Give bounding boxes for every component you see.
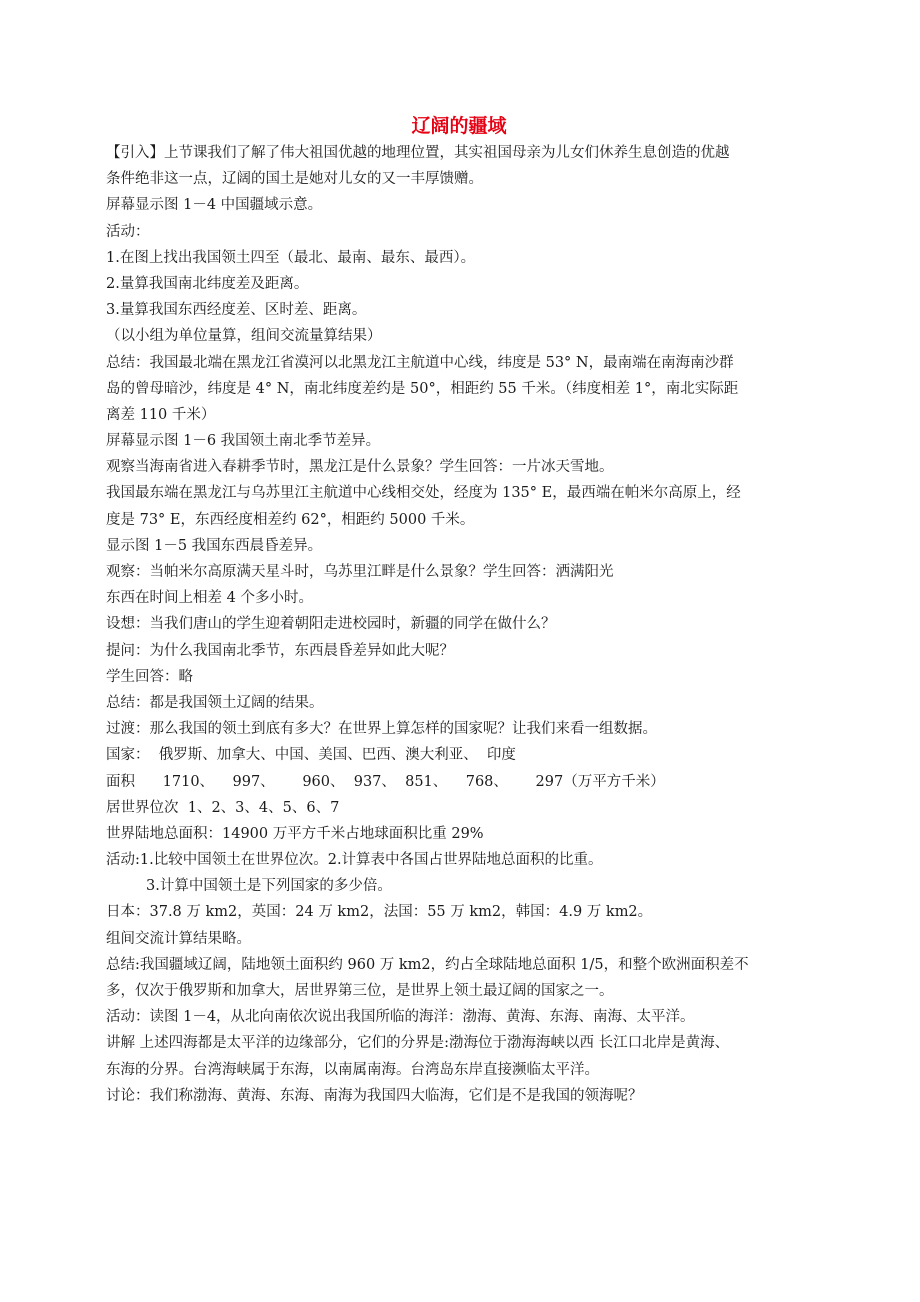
text-line-activity-1: 1.在图上找出我国领土四至（最北、最南、最东、最西）。 bbox=[106, 249, 476, 266]
text-line-summary-1b: 岛的曾母暗沙，纬度是 4° N，南北纬度差约是 50°，相距约 55 千米。（纬度相差 1°，南北实际距 bbox=[106, 380, 739, 397]
text-line-summary-2: 总结：都是我国领土辽阔的结果。 bbox=[106, 694, 324, 711]
text-line-world-land: 世界陆地总面积：14900 万平方千米占地球面积比重 29% bbox=[106, 825, 484, 842]
text-line-screen-1: 屏幕显示图 1－4 中国疆域示意。 bbox=[106, 197, 323, 214]
text-line-transition: 过渡：那么我国的领土到底有多大？在世界上算怎样的国家呢？让我们来看一组数据。 bbox=[106, 721, 657, 738]
text-line-summary-3b: 多，仅次于俄罗斯和加拿大，居世界第三位，是世界上领土最辽阔的国家之一。 bbox=[106, 983, 614, 999]
text-line-activity-compare: 活动:1.比较中国领土在世界位次。2.计算表中各国占世界陆地总面积的比重。 bbox=[106, 852, 603, 869]
text-line-observe-2: 观察：当帕米尔高原满天星斗时，乌苏里江畔是什么景象？学生回答：洒满阳光 bbox=[106, 564, 614, 580]
text-line-screen-2: 屏幕显示图 1－6 我国领土南北季节差异。 bbox=[106, 433, 381, 450]
text-line-question: 提问：为什么我国南北季节，东西晨昏差异如此大呢？ bbox=[106, 642, 454, 659]
text-line-east-west-a: 我国最东端在黑龙江与乌苏里江主航道中心线相交处，经度为 135° E，最西端在帕米尔高原上，经 bbox=[106, 485, 741, 502]
text-line-observe-1: 观察当海南省进入春耕季节时，黑龙江是什么景象？学生回答：一片冰天雪地。 bbox=[106, 459, 614, 476]
text-line-time-difference: 东西在时间上相差 4 个多小时。 bbox=[106, 590, 313, 607]
document-title: 辽阔的疆域 bbox=[411, 115, 507, 137]
text-line-explain-b: 东海的分界。台湾海峡属于东海，以南属南海。台湾岛东岸直接濒临太平洋。 bbox=[106, 1061, 599, 1078]
text-line-activity-2: 2.量算我国南北纬度差及距离。 bbox=[106, 275, 309, 292]
text-line-imagine: 设想：当我们唐山的学生迎着朝阳走进校园时，新疆的同学在做什么？ bbox=[106, 616, 556, 633]
text-line-ranks: 居世界位次 1、2、3、4、5、6、7 bbox=[106, 799, 340, 816]
text-line-intro-1: 【引入】上节课我们了解了伟大祖国优越的地理位置，其实祖国母亲为儿女们休养生息创造的优越 bbox=[106, 145, 730, 161]
text-line-group-result: 组间交流计算结果略。 bbox=[106, 930, 251, 947]
text-line-activity-multiple: 3.计算中国领土是下列国家的多少倍。 bbox=[146, 878, 392, 895]
text-line-activity-seas: 活动：读图 1－4，从北向南依次说出我国所临的海洋：渤海、黄海、东海、南海、太平洋。 bbox=[106, 1009, 695, 1026]
text-line-discussion: 讨论：我们称渤海、黄海、东海、南海为我国四大临海，它们是不是我国的领海呢？ bbox=[106, 1087, 643, 1104]
text-line-summary-1a: 总结：我国最北端在黑龙江省漠河以北黑龙江主航道中心线，纬度是 53° N，最南端在南海南沙群 bbox=[106, 354, 734, 371]
text-line-screen-3: 显示图 1－5 我国东西晨昏差异。 bbox=[106, 537, 323, 554]
text-line-other-countries: 日本：37.8 万 km2，英国：24 万 km2，法国：55 万 km2，韩国：4.9 万 km2。 bbox=[106, 904, 653, 921]
text-line-summary-1c: 离差 110 千米） bbox=[106, 406, 216, 423]
text-line-explain-a: 讲解 上述四海都是太平洋的边缘部分，它们的分界是:渤海位于渤海海峡以西 长江口北岸是黄海、 bbox=[106, 1035, 730, 1052]
document-page bbox=[106, 112, 812, 1109]
text-line-student-answer: 学生回答：略 bbox=[106, 668, 193, 685]
text-line-activity-3: 3.量算我国东西经度差、区时差、距离。 bbox=[106, 302, 367, 319]
text-line-summary-3a: 总结:我国疆域辽阔，陆地领土面积约 960 万 km2，约占全球陆地总面积 1/5，和整个欧洲面积差不 bbox=[106, 956, 749, 973]
text-line-intro-2: 条件绝非这一点，辽阔的国土是她对儿女的又一丰厚馈赠。 bbox=[106, 171, 483, 188]
text-line-areas: 面积 1710、 997、 960、 937、 851、 768、 297（万平方千米） bbox=[106, 773, 665, 790]
text-line-group-note: （以小组为单位量算，组间交流量算结果） bbox=[106, 328, 382, 345]
text-line-activity-heading: 活动： bbox=[106, 223, 150, 240]
text-line-countries: 国家： 俄罗斯、加拿大、中国、美国、巴西、澳大利亚、 印度 bbox=[106, 747, 516, 764]
text-line-east-west-b: 度是 73° E，东西经度相差约 62°，相距约 5000 千米。 bbox=[106, 511, 475, 528]
